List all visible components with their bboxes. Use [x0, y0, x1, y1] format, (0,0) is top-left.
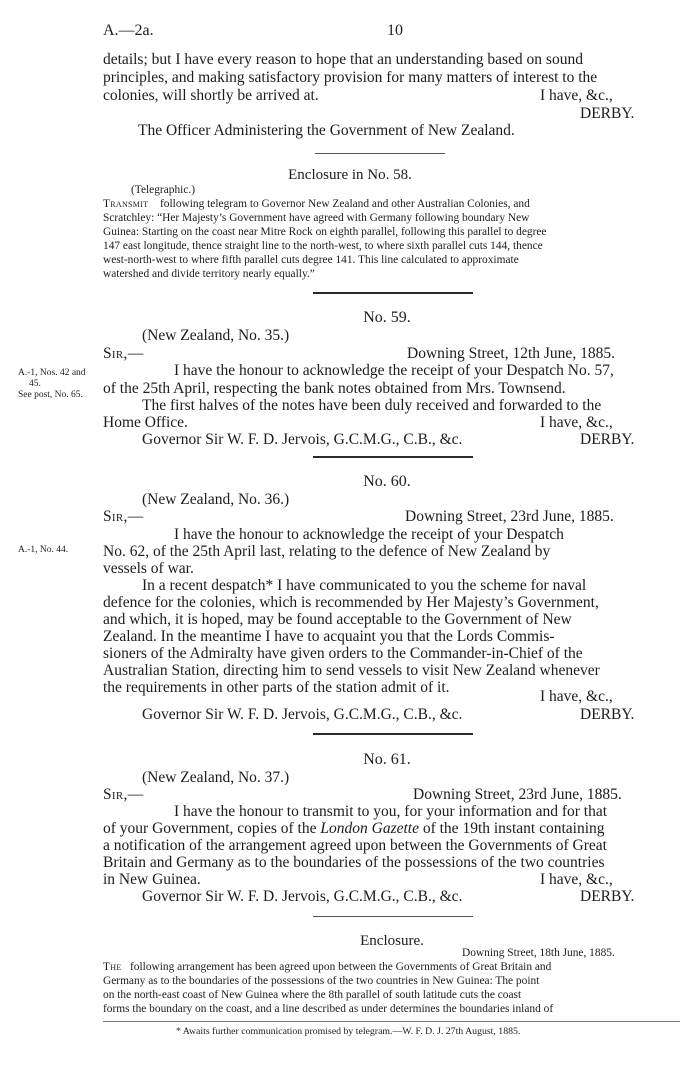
text-line: and which, it is hoped, may be found acceptable to the Government of New	[103, 611, 572, 628]
place-date: Downing Street, 18th June, 1885.	[462, 947, 615, 959]
divider	[313, 916, 473, 917]
closing: I have, &c.,	[540, 871, 613, 888]
footnote-rule	[103, 1021, 680, 1022]
despatch-ref: (New Zealand, No. 37.)	[142, 769, 290, 786]
text-line: Australian Station, directing him to send vessels to visit New Zealand whenever	[103, 662, 600, 679]
text-line: a notification of the arrangement agreed upon between the Governments of Great	[103, 837, 607, 854]
despatch-heading: No. 61.	[363, 751, 411, 768]
text-line: Home Office.	[103, 414, 188, 431]
signature: DERBY.	[580, 431, 635, 448]
addressee: Governor Sir W. F. D. Jervois, G.C.M.G., C.B., &c.	[142, 706, 463, 723]
margin-note: A.-1, No. 44.	[18, 545, 69, 555]
text-line: I have the honour to acknowledge the receipt of your Despatch No. 57,	[174, 362, 614, 379]
salutation: Sir,—	[103, 345, 144, 362]
lead-word: The	[103, 961, 122, 973]
text-line: defence for the colonies, which is recommended by Her Majesty’s Government,	[103, 594, 599, 611]
section-heading: Enclosure in No. 58.	[288, 167, 412, 183]
margin-note: 45.	[29, 379, 41, 389]
addressee: The Officer Administering the Government of New Zealand.	[138, 122, 515, 139]
margin-note: See post, No. 65.	[18, 390, 83, 400]
text-line: No. 62, of the 25th April last, relating to the defence of New Zealand by	[103, 543, 551, 560]
text-line: In a recent despatch* I have communicated to you the scheme for naval	[142, 577, 587, 594]
despatch-ref: (New Zealand, No. 36.)	[142, 491, 290, 508]
signature: DERBY.	[580, 706, 635, 723]
closing: I have, &c.,	[540, 414, 613, 431]
text-line: the requirements in other parts of the station admit of it.	[103, 679, 450, 696]
text-run: of the 19th instant containing	[418, 820, 605, 837]
section-divider	[313, 292, 473, 294]
text-line: vessels of war.	[103, 560, 194, 577]
text-line: I have the honour to transmit to you, for your information and for that	[174, 803, 608, 820]
text-line: The first halves of the notes have been duly received and forwarded to the	[142, 397, 602, 414]
publication-title: London Gazette	[320, 820, 419, 837]
text-line: 147 east longitude, thence straight line to the north-west, to where sixth parallel cuts 144, thence	[103, 240, 543, 252]
text-line: watershed and divide territory nearly equally.”	[103, 268, 315, 280]
text-line: forms the boundary on the coast, and a line described as under determines the boundaries inland of	[103, 1003, 554, 1015]
text-line: Germany as to the boundaries of the possessions of the two countries in New Guinea: The point	[103, 975, 540, 987]
text-line: details; but I have every reason to hope that an understanding based on sound	[103, 51, 583, 68]
place-date: Downing Street, 23rd June, 1885.	[405, 508, 614, 525]
text-line: Zealand. In the meantime I have to acquaint you that the Lords Commis-	[103, 628, 555, 645]
place-date: Downing Street, 12th June, 1885.	[407, 345, 615, 362]
closing: I have, &c.,	[540, 688, 613, 705]
text-run: of your Government, copies of the	[103, 820, 321, 837]
text-line	[103, 820, 605, 838]
lead-word: Transmit	[103, 198, 149, 210]
section-heading: Enclosure.	[360, 933, 424, 949]
text-line: I have the honour to acknowledge the receipt of your Despatch	[174, 526, 564, 543]
text-line: colonies, will shortly be arrived at.	[103, 87, 319, 104]
text-line: of the 25th April, respecting the bank notes obtained from Mrs. Townsend.	[103, 380, 566, 397]
divider	[315, 153, 445, 154]
text-line: in New Guinea.	[103, 871, 201, 888]
text-line: principles, and making satisfactory provision for many matters of interest to the	[103, 69, 598, 86]
text-line: Scratchley: “Her Majesty’s Government have agreed with Germany following boundary New	[103, 212, 530, 224]
text-line: Britain and Germany as to the boundaries of the possessions of the two countries	[103, 854, 605, 871]
addressee: Governor Sir W. F. D. Jervois, G.C.M.G., C.B., &c.	[142, 431, 463, 448]
footnote: * Awaits further communication promised by telegram.—W. F. D. J. 27th August, 1885.	[176, 1026, 521, 1037]
page-number: 10	[387, 22, 403, 39]
signature: DERBY.	[580, 888, 635, 905]
text-line: following arrangement has been agreed upon between the Governments of Great Britain and	[130, 961, 552, 973]
margin-note: A.-1, Nos. 42 and	[18, 368, 86, 378]
text-line: following telegram to Governor New Zealand and other Australian Colonies, and	[160, 198, 530, 210]
text-line: west-north-west to where fifth parallel cuts degree 141. This line calculated to approximate	[103, 254, 519, 266]
document-reference: A.—2a.	[103, 22, 154, 39]
section-divider	[313, 733, 473, 735]
place-date: Downing Street, 23rd June, 1885.	[413, 786, 622, 803]
section-divider	[313, 456, 473, 458]
text-line: Guinea: Starting on the coast near Mitre Rock on eighth parallel, following this parallel to degree	[103, 226, 547, 238]
salutation: Sir,—	[103, 786, 144, 803]
signature: DERBY.	[580, 105, 635, 122]
salutation: Sir,—	[103, 508, 144, 525]
telegraphic-tag: (Telegraphic.)	[131, 184, 196, 196]
text-line: on the north-east coast of New Guinea where the 8th parallel of south latitude cuts the coast	[103, 989, 522, 1001]
despatch-heading: No. 60.	[363, 473, 411, 490]
despatch-heading: No. 59.	[363, 309, 411, 326]
addressee: Governor Sir W. F. D. Jervois, G.C.M.G., C.B., &c.	[142, 888, 463, 905]
despatch-ref: (New Zealand, No. 35.)	[142, 327, 290, 344]
closing: I have, &c.,	[540, 87, 613, 104]
text-line: sioners of the Admiralty have given orders to the Commander-in-Chief of the	[103, 645, 583, 662]
